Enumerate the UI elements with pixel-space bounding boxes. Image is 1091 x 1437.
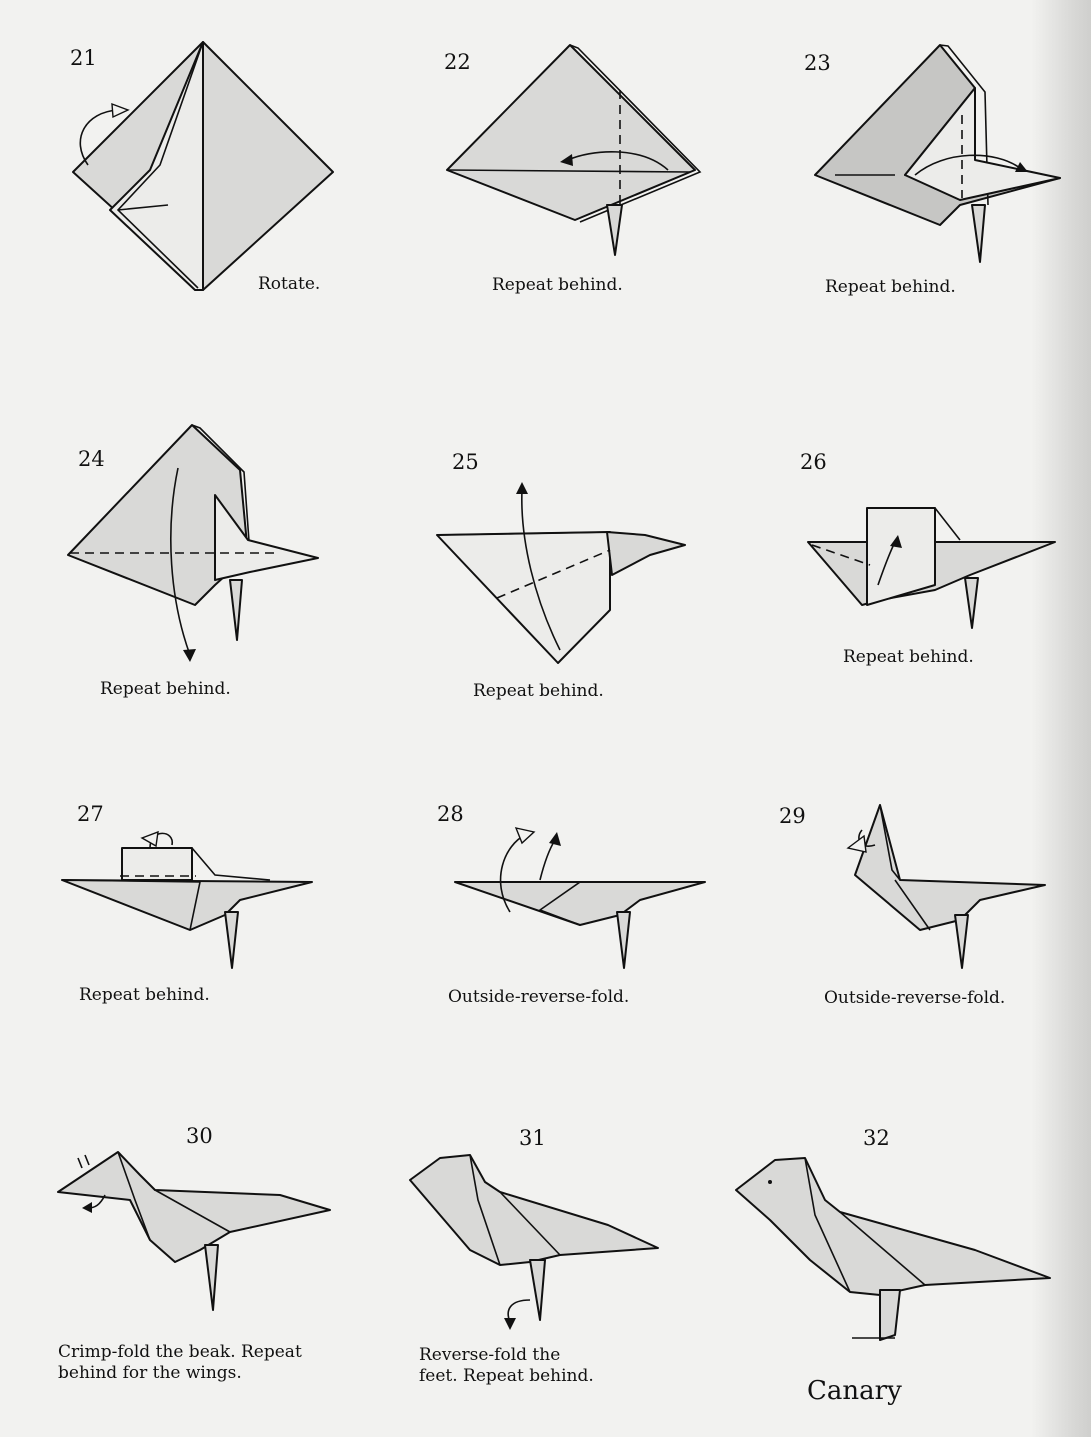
step-caption: Repeat behind. — [79, 985, 210, 1005]
step-caption: Outside-reverse-fold. — [448, 987, 630, 1007]
step-caption: Outside-reverse-fold. — [824, 988, 1006, 1008]
model-title: Canary — [807, 1376, 902, 1406]
step-number: 31 — [519, 1126, 546, 1150]
step-caption: Repeat behind. — [825, 277, 956, 297]
step-number: 26 — [800, 450, 827, 474]
step-number: 29 — [779, 804, 806, 828]
step-number: 28 — [437, 802, 464, 826]
step-caption-line-2: behind for the wings. — [58, 1363, 242, 1383]
step-number: 27 — [77, 802, 104, 826]
step-caption-line-1: Reverse-fold the — [419, 1345, 561, 1365]
step-caption: Repeat behind. — [100, 679, 231, 699]
step-caption-line-1: Crimp-fold the beak. Repeat — [58, 1342, 302, 1362]
step-caption: Repeat behind. — [492, 275, 623, 295]
step-number: 30 — [186, 1124, 213, 1148]
step-caption: Rotate. — [258, 274, 321, 294]
step-number: 25 — [452, 450, 479, 474]
step-caption: Repeat behind. — [843, 647, 974, 667]
legs — [880, 1290, 900, 1340]
step-number: 24 — [78, 447, 105, 471]
step-caption: Repeat behind. — [473, 681, 604, 701]
step-number: 23 — [804, 51, 831, 75]
step-number: 22 — [444, 50, 471, 74]
step-caption-line-2: feet. Repeat behind. — [419, 1366, 594, 1386]
step-number: 32 — [863, 1126, 890, 1150]
bird-body — [736, 1158, 1050, 1295]
step-number: 21 — [70, 46, 97, 70]
